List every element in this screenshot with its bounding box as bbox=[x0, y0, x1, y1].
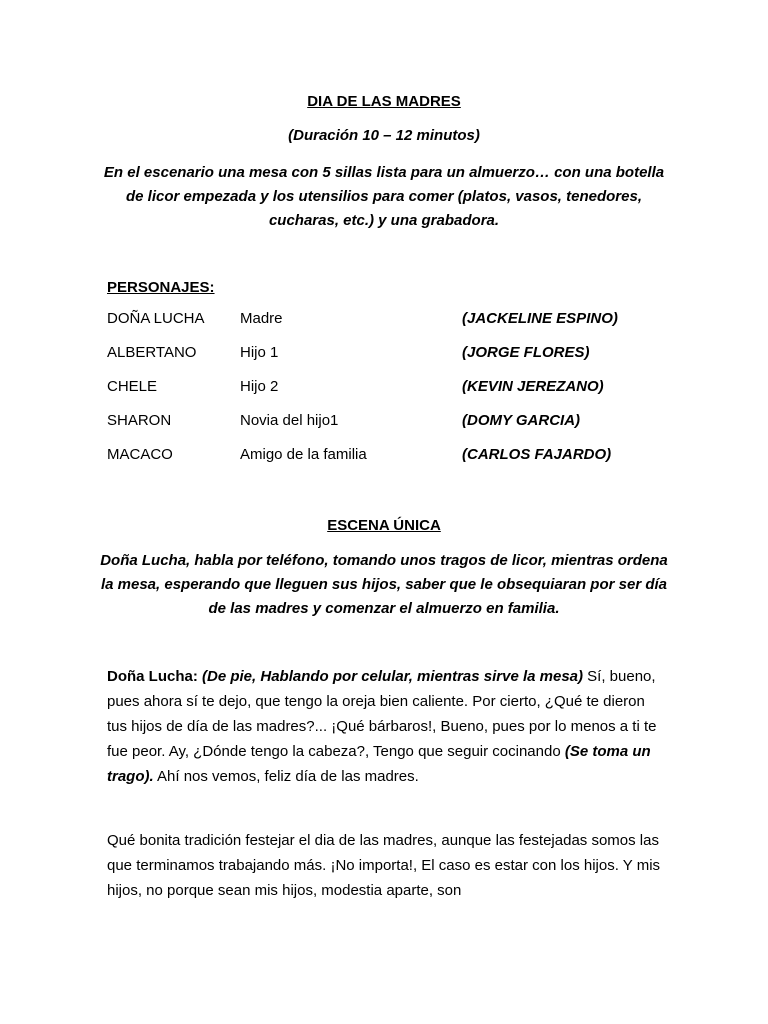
character-role: Madre bbox=[240, 310, 283, 327]
character-actor: (CARLOS FAJARDO) bbox=[462, 446, 612, 463]
character-role: Novia del hijo1 bbox=[240, 412, 339, 429]
stage-direction: (Se toma un trago). bbox=[107, 743, 651, 785]
document-title: DIA DE LAS MADRES bbox=[307, 93, 461, 110]
duration-note: (Duración 10 – 12 minutos) bbox=[288, 127, 480, 144]
character-row bbox=[107, 310, 667, 344]
character-actor: (DOMY GARCIA) bbox=[462, 412, 581, 429]
setting-description: En el escenario una mesa con 5 sillas lista para un almuerzo… con una botella de licor empezada y los utensilios para comer (platos, vasos, tenedores, cucharas, etc.) y una grabadora. bbox=[103, 164, 665, 229]
characters-list bbox=[107, 310, 667, 480]
dialogue-paragraph bbox=[107, 664, 667, 789]
speaker-name: Doña Lucha: bbox=[107, 668, 198, 685]
dialogue-text: Ahí nos vemos, feliz día de las madres. bbox=[153, 768, 419, 785]
character-role: Hijo 2 bbox=[240, 378, 279, 395]
character-actor: (JORGE FLORES) bbox=[462, 344, 590, 361]
character-name: SHARON bbox=[107, 412, 172, 429]
character-actor: (JACKELINE ESPINO) bbox=[462, 310, 618, 327]
characters-heading: PERSONAJES: bbox=[107, 279, 215, 296]
scene-title: ESCENA ÚNICA bbox=[327, 517, 441, 534]
character-row bbox=[107, 446, 667, 480]
dialogue-text: Sí, bueno, pues ahora sí te dejo, que tengo la oreja bien caliente. Por cierto, ¿Qué te dieron tus hijos de día de las madres?... ¡Qué bárbaros!, Bueno, pues por lo menos a ti te fue peor. Ay, ¿Dónde tengo la cabeza?, Tengo que seguir cocinando bbox=[107, 668, 657, 760]
character-name: ALBERTANO bbox=[107, 344, 197, 361]
character-role: Hijo 1 bbox=[240, 344, 279, 361]
dialogue-paragraph: Qué bonita tradición festejar el dia de las madres, aunque las festejadas somos las que terminamos trabajando más. ¡No importa!, El caso es estar con los hijos. Y mis hijos, no porque sean mis hijos, modestia aparte, son bbox=[107, 832, 661, 899]
character-actor: (KEVIN JEREZANO) bbox=[462, 378, 604, 395]
character-name: DOÑA LUCHA bbox=[107, 310, 205, 327]
character-row bbox=[107, 378, 667, 412]
character-name: CHELE bbox=[107, 378, 158, 395]
character-role: Amigo de la familia bbox=[240, 446, 367, 463]
character-name: MACACO bbox=[107, 446, 173, 463]
scene-description: Doña Lucha, habla por teléfono, tomando unos tragos de licor, mientras ordena la mesa, esperando que lleguen sus hijos, saber que le obsequiaran por ser día de las madres y comenzar el almuerzo en familia. bbox=[100, 552, 668, 617]
character-row bbox=[107, 412, 667, 446]
stage-direction: (De pie, Hablando por celular, mientras sirve la mesa) bbox=[202, 668, 583, 685]
character-row bbox=[107, 344, 667, 378]
